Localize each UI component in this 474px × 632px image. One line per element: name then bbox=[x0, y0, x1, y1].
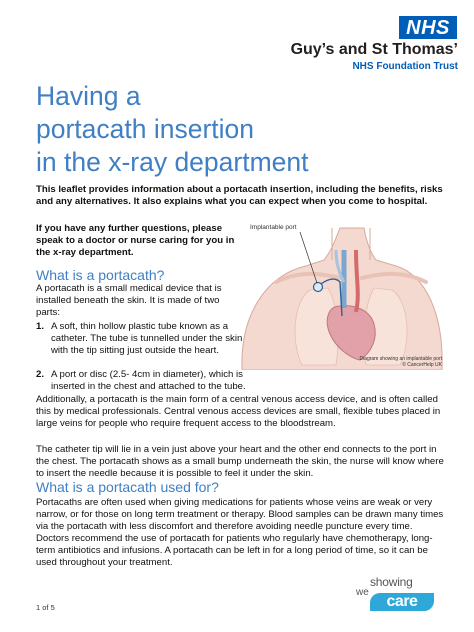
heading-portacath-used-for: What is a portacath used for? bbox=[36, 479, 219, 495]
list-number-2: 2. bbox=[36, 369, 45, 380]
portacath-diagram bbox=[236, 220, 446, 370]
what-paragraph: A portacath is a small medical device that is installed beneath the skin. It is made of two parts: bbox=[36, 283, 222, 318]
page-title bbox=[36, 80, 416, 179]
heading-what-is-portacath: What is a portacath? bbox=[36, 267, 165, 283]
list-text-1: A soft, thin hollow plastic tube known as a catheter. The tube is tunnelled under the skin with the tip sitting just outside the heart. bbox=[51, 321, 243, 356]
page-number: 1 of 5 bbox=[36, 603, 55, 612]
title-line-2: portacath insertion bbox=[36, 114, 255, 144]
used-for-paragraph: Portacaths are often used when giving medications for patients whose veins are weak or very narrow, or for those on long term treatment or therapy. Blood samples can be drawn many times via the portacath with less discomfort and therefore avoiding needle puncture every time. Doctors recommend the use of portacath for patients who regularly have chemotherapy, long-term antibiotics and infusions. A portacath can be left in for a long period of time, so it can be used throughout your treatment. bbox=[36, 497, 444, 568]
questions-paragraph: If you have any further questions, please speak to a doctor or nurse caring for you in the x-ray department. bbox=[36, 223, 235, 258]
implantable-port bbox=[314, 283, 323, 292]
list-number-1: 1. bbox=[36, 321, 45, 332]
diagram-label: Implantable port bbox=[250, 224, 297, 231]
logo-care-badge bbox=[370, 593, 434, 611]
caption-line-1: Diagram showing an implantable port bbox=[359, 356, 442, 362]
caption-line-2: © CancerHelp UK bbox=[402, 362, 442, 368]
diagram-caption bbox=[236, 356, 442, 368]
additional-paragraph: Additionally, a portacath is the main form of a central venous access device, and is often called this by medical professionals. Central venous access devices are small, flexible tubes placed in large veins for people who require frequent access to the bloodstream. bbox=[36, 394, 441, 429]
list-item-2 bbox=[36, 369, 396, 393]
logo-word-we: we bbox=[356, 587, 369, 598]
logo-word-showing: showing bbox=[370, 575, 413, 589]
logo-word-care: care bbox=[386, 593, 418, 610]
trust-subtitle: NHS Foundation Trust bbox=[352, 61, 458, 72]
nhs-logo-text: NHS bbox=[406, 16, 450, 39]
nhs-logo bbox=[399, 16, 457, 39]
catheter-tip-paragraph: The catheter tip will lie in a vein just above your heart and the other end connects to the port in the chest. The portacath shows as a small bump underneath the skin, the nurse will know where to insert the needle because it is possible to feel it under the skin. bbox=[36, 444, 444, 479]
list-text-2: A port or disc (2.5- 4cm in diameter), which is inserted in the chest and attached to the tube. bbox=[51, 369, 246, 392]
showing-we-care-logo bbox=[356, 575, 450, 615]
title-line-3: in the x-ray department bbox=[36, 147, 309, 177]
list-item-1 bbox=[36, 321, 254, 357]
trust-name: Guy’s and St Thomas’ bbox=[290, 41, 458, 58]
aorta bbox=[356, 250, 358, 312]
title-line-1: Having a bbox=[36, 81, 141, 111]
intro-paragraph: This leaflet provides information about a portacath insertion, including the benefits, risks and any alternatives. It also explains what you can expect when you come to hospital. bbox=[36, 184, 443, 207]
